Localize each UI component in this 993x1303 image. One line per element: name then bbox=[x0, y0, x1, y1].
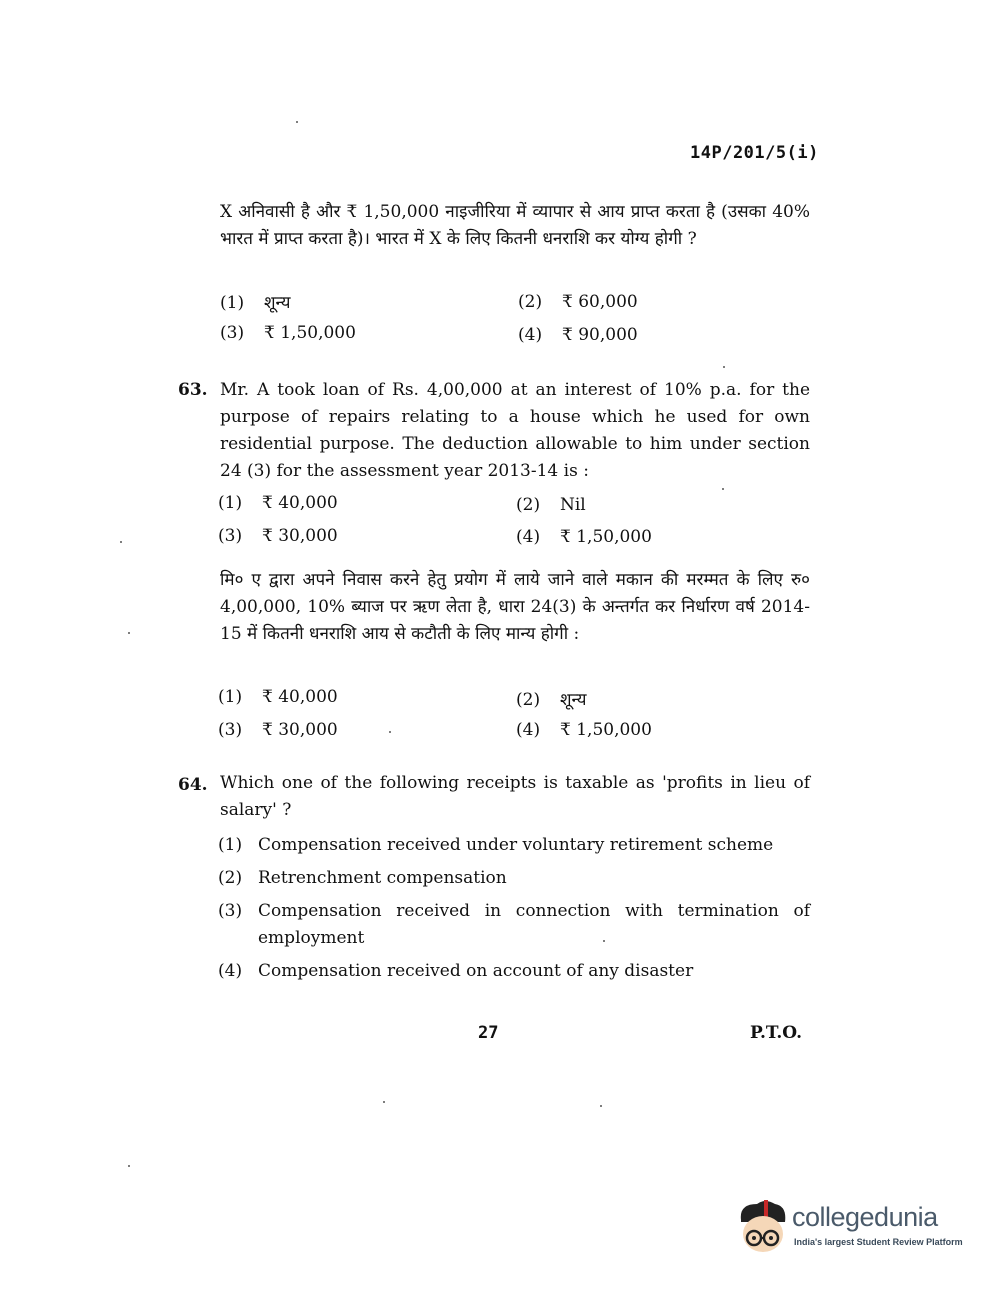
scan-speck bbox=[722, 488, 724, 490]
q63-hindi-option-4 bbox=[516, 720, 652, 740]
option-text: ₹ 60,000 bbox=[562, 292, 638, 312]
option-text: ₹ 40,000 bbox=[262, 493, 338, 513]
q63-option-4 bbox=[516, 527, 652, 547]
option-text: ₹ 1,50,000 bbox=[560, 720, 652, 740]
q63-option-1 bbox=[218, 493, 338, 513]
option-text: ₹ 40,000 bbox=[262, 687, 338, 707]
q64-option-2 bbox=[218, 865, 810, 892]
option-number: (1) bbox=[220, 293, 245, 313]
option-number: (4) bbox=[516, 720, 541, 740]
q64-option-1 bbox=[218, 832, 810, 859]
option-text: ₹ 1,50,000 bbox=[264, 323, 356, 343]
q64-option-4 bbox=[218, 958, 810, 985]
scan-speck bbox=[120, 541, 122, 543]
option-text: ₹ 1,50,000 bbox=[560, 527, 652, 547]
scan-speck bbox=[383, 1101, 385, 1103]
q63-text: Mr. A took loan of Rs. 4,00,000 at an interest of 10% p.a. for the purpose of repairs relating to a house which he used for own residential purpose. The deduction allowable to him under section 24 (3) for the assessment year 2013-14 is : bbox=[220, 380, 810, 481]
q64-number: 64. bbox=[178, 775, 208, 795]
option-text: शून्य bbox=[264, 293, 291, 313]
q63-option-2 bbox=[516, 495, 586, 515]
option-text: Nil bbox=[560, 495, 586, 515]
q63-hindi-option-3 bbox=[218, 720, 338, 740]
option-number: (2) bbox=[516, 495, 541, 515]
option-number: (2) bbox=[516, 690, 541, 710]
q62-option-3 bbox=[220, 323, 356, 343]
scan-speck bbox=[389, 731, 391, 733]
option-number: (3) bbox=[218, 720, 243, 740]
scan-speck bbox=[128, 1165, 130, 1167]
q64-text: Which one of the following receipts is taxable as 'profits in lieu of salary' ? bbox=[220, 773, 810, 820]
scan-speck bbox=[600, 1105, 602, 1107]
pto-label: P.T.O. bbox=[750, 1023, 802, 1043]
option-number: (4) bbox=[516, 527, 541, 547]
q64-option-3 bbox=[218, 898, 810, 952]
scan-speck bbox=[128, 632, 130, 634]
scan-speck bbox=[296, 121, 298, 123]
option-number: (3) bbox=[220, 323, 245, 343]
option-number: (1) bbox=[218, 835, 243, 855]
q62-option-1 bbox=[220, 290, 290, 313]
option-number: (2) bbox=[518, 292, 543, 312]
q63-hindi-text: मि० ए द्वारा अपने निवास करने हेतु प्रयोग में लाये जाने वाले मकान की मरम्मत के लिए रु० 4,00,000, 10% ब्याज पर ऋण लेता है, धारा 24(3) के अन्तर्गत कर निर्धारण वर्ष 2014-15 में कितनी धनराशि आय से कटौती के लिए मान्य होगी : bbox=[220, 570, 810, 644]
option-number: (1) bbox=[218, 687, 243, 707]
page-number: 27 bbox=[478, 1023, 499, 1043]
brand-name: collegedunia bbox=[792, 1202, 938, 1232]
collegedunia-watermark bbox=[735, 1198, 965, 1258]
option-text: शून्य bbox=[560, 690, 587, 710]
option-text: Compensation received under voluntary retirement scheme bbox=[258, 835, 774, 855]
option-text: Retrenchment compensation bbox=[258, 868, 507, 888]
option-number: (3) bbox=[218, 901, 243, 921]
option-text: Compensation received on account of any disaster bbox=[258, 961, 694, 981]
option-text: ₹ 30,000 bbox=[262, 720, 338, 740]
option-text: ₹ 90,000 bbox=[562, 325, 638, 345]
option-number: (2) bbox=[218, 868, 243, 888]
q63-number: 63. bbox=[178, 380, 208, 400]
scan-speck bbox=[603, 940, 605, 942]
q63-hindi-option-1 bbox=[218, 687, 338, 707]
q62-option-2 bbox=[518, 292, 638, 312]
brand-tagline: India's largest Student Review Platform bbox=[794, 1237, 963, 1247]
option-text: Compensation received in connection with termination of employment bbox=[258, 901, 810, 948]
q62-hindi-text: X अनिवासी है और ₹ 1,50,000 नाइजीरिया में व्यापार से आय प्राप्त करता है (उसका 40% भारत में प्राप्त करता है)। भारत में X के लिए कितनी धनराशि कर योग्य होगी ? bbox=[220, 202, 810, 249]
option-number: (1) bbox=[218, 493, 243, 513]
paper-code: 14P/201/5(i) bbox=[690, 143, 819, 163]
mascot-icon bbox=[735, 1198, 791, 1256]
option-number: (4) bbox=[218, 961, 243, 981]
option-number: (3) bbox=[218, 526, 243, 546]
q63-option-3 bbox=[218, 526, 338, 546]
scan-speck bbox=[723, 366, 725, 368]
option-text: ₹ 30,000 bbox=[262, 526, 338, 546]
q63-hindi-option-2 bbox=[516, 687, 586, 710]
option-number: (4) bbox=[518, 325, 543, 345]
q62-option-4 bbox=[518, 325, 638, 345]
